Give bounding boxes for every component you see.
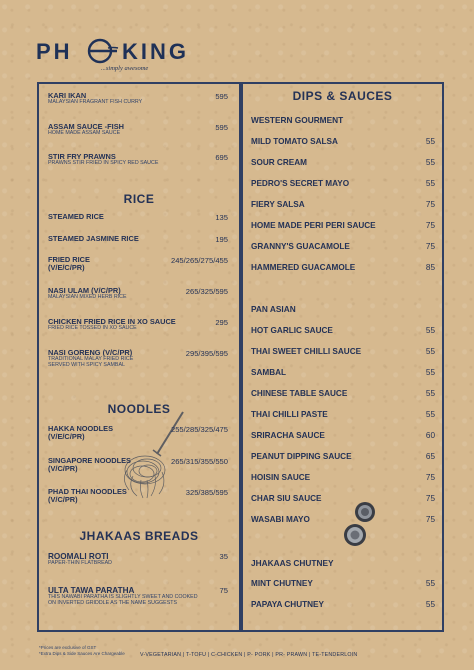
sauce-price: 75 bbox=[425, 494, 435, 503]
sauce-name: HAMMERED GUACAMOLE bbox=[251, 263, 356, 272]
chutney-price: 55 bbox=[425, 579, 435, 588]
sauce-name: THAI SWEET CHILLI SAUCE bbox=[251, 347, 362, 356]
menu-item bbox=[48, 586, 228, 607]
menu-item bbox=[48, 287, 228, 301]
noodles-section-title: NOODLES bbox=[107, 402, 171, 416]
item-name: HAKKA NOODLES bbox=[48, 424, 114, 433]
brand-logo bbox=[36, 37, 206, 77]
item-name: FRIED RICE bbox=[48, 255, 90, 264]
gst-note: *Prices are exclusive of GST bbox=[39, 645, 97, 650]
sauce-name: CHAR SIU SAUCE bbox=[251, 494, 322, 503]
sauce-price: 55 bbox=[425, 389, 435, 398]
brand-name-right: KING bbox=[122, 39, 189, 64]
sauce-price: 85 bbox=[425, 263, 435, 272]
sauce-name: PEDRO'S SECRET MAYO bbox=[251, 179, 350, 188]
item-name: CHICKEN FRIED RICE IN XO SAUCE bbox=[48, 317, 176, 326]
right-menu-panel bbox=[241, 82, 444, 632]
wok-logo-icon bbox=[80, 37, 120, 67]
sauce-name: MILD TOMATO SALSA bbox=[251, 137, 338, 146]
sauce-price: 75 bbox=[425, 473, 435, 482]
menu-item bbox=[48, 92, 228, 106]
item-variants: (V/C/PR) bbox=[48, 464, 78, 474]
item-price: 135 bbox=[215, 213, 228, 222]
item-description: MALAYSIAN MIXED HERB RICE bbox=[48, 294, 127, 301]
menu-item bbox=[48, 153, 228, 167]
item-name: STIR FRY PRAWNS bbox=[48, 152, 116, 161]
sauce-name: CHINESE TABLE SAUCE bbox=[251, 389, 348, 398]
menu-item bbox=[48, 425, 228, 441]
item-price: 325/385/595 bbox=[185, 488, 228, 497]
sauce-price: 55 bbox=[425, 158, 435, 167]
sauce-name: HOISIN SAUCE bbox=[251, 473, 311, 482]
menu-item bbox=[48, 213, 228, 221]
sauce-name: THAI CHILLI PASTE bbox=[251, 410, 328, 419]
western-gourmet-subtitle: WESTERN GOURMENT bbox=[251, 115, 344, 125]
menu-item bbox=[48, 552, 228, 567]
item-price: 265/325/595 bbox=[185, 287, 228, 296]
item-price: 295 bbox=[215, 318, 228, 327]
chutney-subtitle: JHAKAAS CHUTNEY bbox=[251, 558, 334, 568]
rice-section-title: RICE bbox=[123, 192, 155, 206]
item-name: STEAMED JASMINE RICE bbox=[48, 234, 139, 243]
footer-notes bbox=[39, 645, 125, 656]
sauce-price: 55 bbox=[425, 326, 435, 335]
item-description: PRAWNS STIR FRIED IN SPICY RED SAUCE bbox=[48, 160, 159, 167]
sauce-name: SOUR CREAM bbox=[251, 158, 307, 167]
pan-asian-subtitle: PAN ASIAN bbox=[251, 304, 296, 314]
item-description-line2: ON INVERTED GRIDDLE AS THE NAME SUGGESTS bbox=[48, 599, 178, 606]
item-price: 75 bbox=[219, 586, 228, 595]
sauce-name: WASABI MAYO bbox=[251, 515, 310, 524]
brand-tagline: ...simply awesome bbox=[101, 65, 149, 72]
sauce-name: GRANNY'S GUACAMOLE bbox=[251, 242, 350, 251]
item-price: 35 bbox=[219, 552, 228, 561]
diet-legend: V-VEGETARIAN | T-TOFU | C-CHICKEN | P- PORK | PR- PRAWN | TE-TENDERLOIN bbox=[140, 652, 358, 658]
sauce-price: 75 bbox=[425, 221, 435, 230]
item-name: NASI ULAM (V/C/PR) bbox=[48, 286, 121, 295]
sauce-name: SAMBAL bbox=[251, 368, 287, 377]
menu-item bbox=[48, 349, 228, 369]
item-price: 695 bbox=[215, 153, 228, 162]
sauce-price: 55 bbox=[425, 179, 435, 188]
item-description: TRADITIONAL MALAY FRIED RICE bbox=[48, 356, 134, 363]
item-description: HOME MADE ASSAM SAUCE bbox=[48, 130, 121, 137]
item-name: PHAD THAI NOODLES bbox=[48, 487, 127, 496]
sauce-name: PEANUT DIPPING SAUCE bbox=[251, 452, 352, 461]
sauce-price: 55 bbox=[425, 410, 435, 419]
menu-item bbox=[48, 318, 228, 332]
sauce-price: 75 bbox=[425, 200, 435, 209]
extra-dips-note: *Extra Dips & Side Sauces Are Chargeable bbox=[39, 650, 125, 656]
menu-item bbox=[48, 488, 228, 504]
item-price: 595 bbox=[215, 92, 228, 101]
item-name: KARI IKAN bbox=[48, 91, 87, 100]
sauce-name: HOME MADE PERI PERI SAUCE bbox=[251, 221, 376, 230]
sauce-price: 55 bbox=[425, 368, 435, 377]
item-variants: (V/E/C/PR) bbox=[48, 432, 85, 442]
sauce-name: FIERY SALSA bbox=[251, 200, 305, 209]
sauce-price: 60 bbox=[425, 431, 435, 440]
menu-item bbox=[48, 457, 228, 473]
item-name: NASI GORENG (V/C/PR) bbox=[48, 348, 133, 357]
sauce-price: 65 bbox=[425, 452, 435, 461]
item-description: MALAYSIAN FRAGRANT FISH CURRY bbox=[48, 99, 143, 106]
item-description: PAPER-THIN FLATBREAD bbox=[48, 560, 112, 567]
sauce-price: 75 bbox=[425, 242, 435, 251]
item-price: 595 bbox=[215, 123, 228, 132]
brand-name-left: PH bbox=[36, 39, 73, 64]
item-name: SINGAPORE NOODLES bbox=[48, 456, 131, 465]
item-price: 245/265/275/455 bbox=[170, 256, 228, 265]
sauce-bowls-illustration bbox=[335, 500, 385, 548]
sauce-price: 75 bbox=[425, 515, 435, 524]
left-menu-panel bbox=[37, 82, 241, 632]
item-price: 195 bbox=[215, 235, 228, 244]
item-variants: (V/E/C/PR) bbox=[48, 263, 85, 273]
item-description: THIS NAWABI PARATHA IS SLIGHTLY SWEET AND COOKED bbox=[48, 594, 198, 601]
sauce-name: HOT GARLIC SAUCE bbox=[251, 326, 333, 335]
chutney-name: MINT CHUTNEY bbox=[251, 579, 313, 588]
dips-sauces-title: DIPS & SAUCES bbox=[292, 89, 393, 103]
item-name: ASSAM SAUCE -FISH bbox=[48, 122, 124, 131]
item-name: ULTA TAWA PARATHA bbox=[48, 586, 135, 595]
item-variants: (V/C/PR) bbox=[48, 495, 78, 505]
sauce-name: SRIRACHA SAUCE bbox=[251, 431, 325, 440]
menu-item bbox=[48, 235, 228, 243]
item-price: 265/315/355/550 bbox=[170, 457, 228, 466]
breads-section-title: JHAKAAS BREADS bbox=[79, 529, 199, 543]
sauce-price: 55 bbox=[425, 137, 435, 146]
item-description: FRIED RICE TOSSED IN XO SAUCE bbox=[48, 325, 137, 332]
item-price: 255/285/325/475 bbox=[170, 425, 228, 434]
menu-item bbox=[48, 123, 228, 137]
item-description-line2: SERVED WITH SPICY SAMBAL bbox=[48, 362, 125, 369]
chutney-name: PAPAYA CHUTNEY bbox=[251, 600, 324, 609]
item-name: STEAMED RICE bbox=[48, 212, 104, 221]
sauce-price: 55 bbox=[425, 347, 435, 356]
chutney-price: 55 bbox=[425, 600, 435, 609]
item-name: ROOMALI ROTI bbox=[48, 552, 109, 561]
menu-item bbox=[48, 256, 228, 272]
item-price: 295/395/595 bbox=[185, 349, 228, 358]
